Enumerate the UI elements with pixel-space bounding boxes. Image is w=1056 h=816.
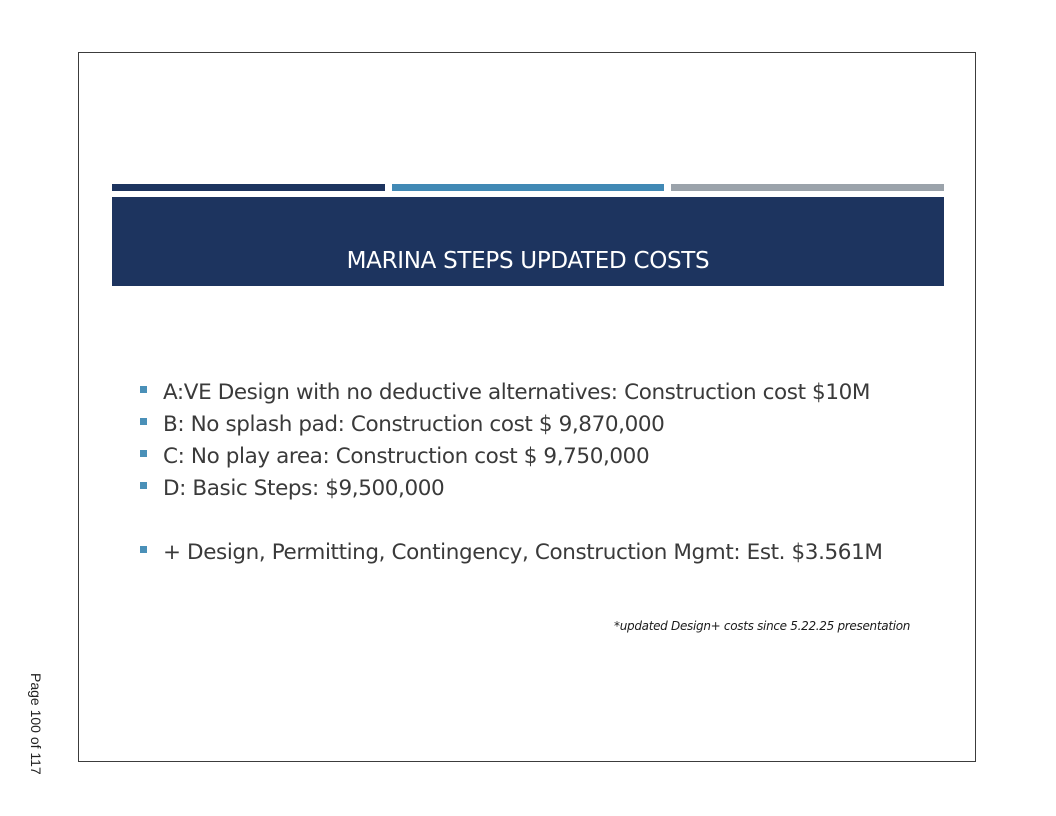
square-bullet-icon bbox=[140, 450, 147, 457]
slide-title: MARINA STEPS UPDATED COSTS bbox=[346, 248, 710, 274]
bullet-item-d bbox=[140, 472, 940, 504]
square-bullet-icon bbox=[140, 546, 147, 553]
bullet-item-b bbox=[140, 408, 940, 440]
bullet-item-c bbox=[140, 440, 940, 472]
bullet-item-a bbox=[140, 376, 940, 408]
square-bullet-icon bbox=[140, 386, 147, 393]
bullet-list bbox=[140, 376, 940, 568]
accent-bar-blue bbox=[392, 184, 664, 191]
accent-bar-navy bbox=[112, 184, 385, 191]
square-bullet-icon bbox=[140, 418, 147, 425]
bullet-text: A:VE Design with no deductive alternatives: Construction cost $10M bbox=[163, 379, 871, 405]
footnote: *updated Design+ costs since 5.22.25 presentation bbox=[614, 619, 911, 633]
bullet-text: B: No splash pad: Construction cost $ 9,870,000 bbox=[163, 411, 665, 437]
bullet-text: + Design, Permitting, Contingency, Construction Mgmt: Est. $3.561M bbox=[163, 539, 883, 565]
accent-bar-gray bbox=[671, 184, 944, 191]
page-number-label: Page 100 of 117 bbox=[28, 673, 44, 775]
title-band bbox=[112, 197, 944, 286]
square-bullet-icon bbox=[140, 482, 147, 489]
bullet-text: D: Basic Steps: $9,500,000 bbox=[163, 475, 445, 501]
bullet-item-extra bbox=[140, 536, 940, 568]
bullet-text: C: No play area: Construction cost $ 9,750,000 bbox=[163, 443, 650, 469]
